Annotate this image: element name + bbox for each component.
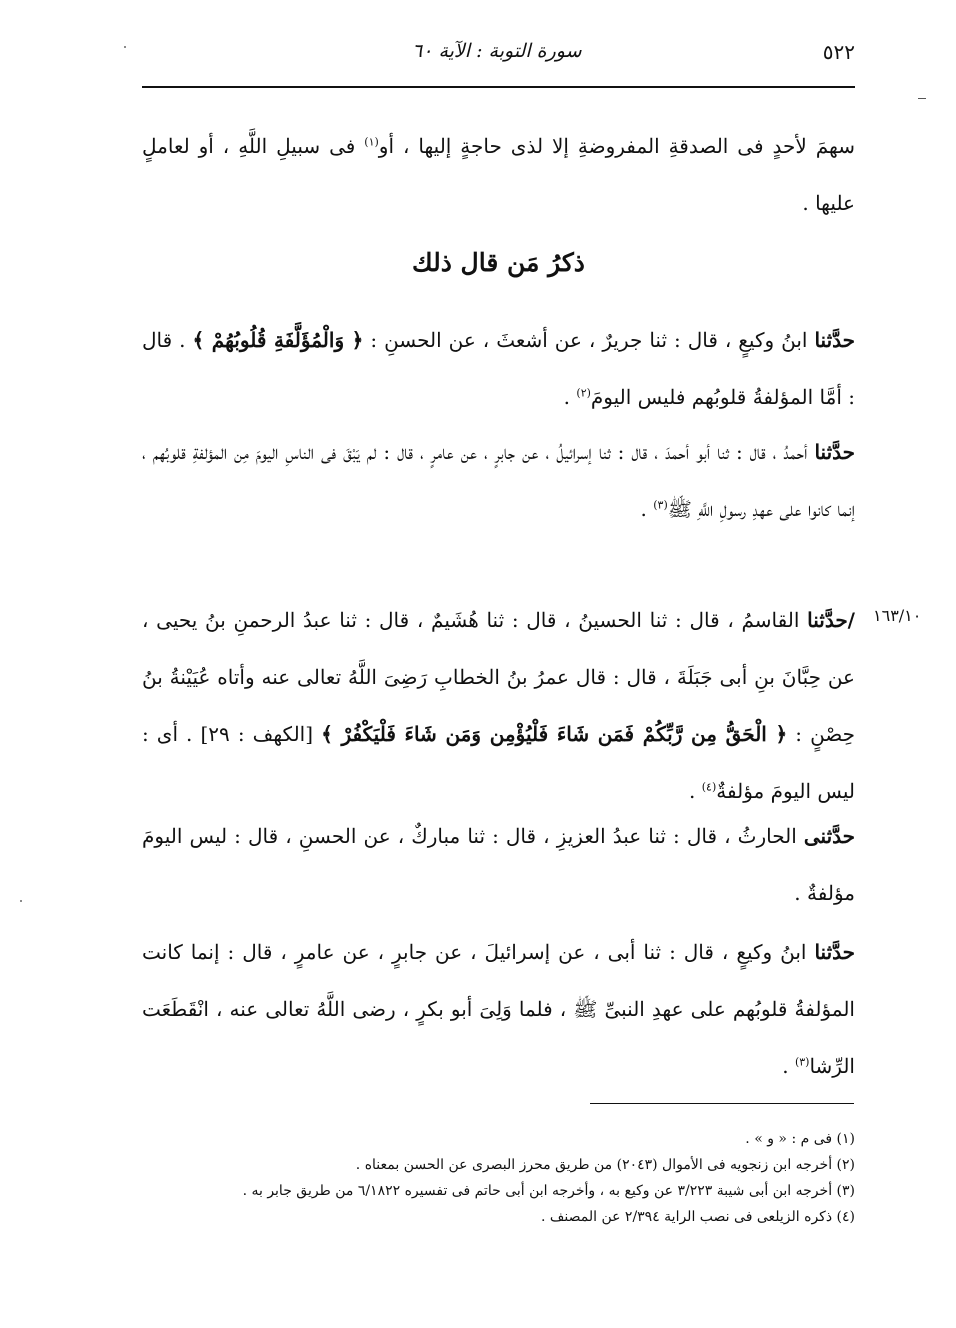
- intro-paragraph: [142, 118, 855, 232]
- margin-dot: [20, 900, 22, 902]
- narration: [142, 924, 855, 1095]
- narration-text: ابنُ وكيعٍ ، قال : ثنا أبى ، عن إسرائيلَ ، عن جابرٍ ، عن عامرٍ ، قال : إنما كانت المؤلفةُ قلوبُهم على عهدِ النبىِّ ﷺ ، فلما وَلِىَ أبو بكرٍ ، رضى اللَّهُ تعالى عنه ، انْقَطَعَت الرِّشا: [142, 940, 855, 1078]
- narration-text: الحارثُ ، قال : ثنا عبدُ العزيزِ ، قال : ثنا مباركٌ ، عن الحسنِ ، قال : ليس اليومَ مؤلفةٌ .: [142, 824, 855, 905]
- narration-lead: حدَّثنى: [803, 824, 855, 848]
- narration-text: .: [689, 779, 702, 803]
- narration-lead: حدَّثنا: [814, 940, 855, 964]
- footnote: (٢) أخرجه ابن زنجويه فى الأموال (٢٠٤٣) من طريق محرز البصرى عن الحسن بمعناه .: [355, 1157, 855, 1173]
- footnote: (٤) ذكره الزيلعى فى نصب الراية ٢/٣٩٤ عن المصنف .: [541, 1209, 855, 1225]
- narration-text: .: [640, 497, 654, 521]
- paragraph-text: فى سبيلِ اللَّهِ ، أو لعاملٍ عليها .: [142, 134, 855, 215]
- narration-lead: حدَّثنا: [814, 328, 855, 352]
- narration-text: أحمدُ ، قال : ثنا أبو أحمدَ ، قال : ثنا إسرائيلُ ، عن جابرٍ ، عن عامرٍ ، قال : لم يَبْقَ فى الناسِ اليومَ مِن المؤلفةِ قلوبُهم ، إنما كانوا على عهدِ رسولِ اللَّهِ ﷺ: [142, 440, 855, 521]
- footnote-ref: (٣): [653, 498, 668, 512]
- paragraph-text: سهمَ لأحدٍ فى الصدقةِ المفروضةِ إلا لذى حاجةٍ إليها ، أو: [378, 134, 855, 158]
- narration: [142, 592, 855, 820]
- narration: [142, 424, 855, 538]
- page-number: ٥٢٢: [822, 40, 855, 64]
- section-heading: ذكرُ مَن قال ذلك: [412, 248, 585, 277]
- narration-text: القاسمُ ، قال : ثنا الحسينُ ، قال : ثنا هُشَيمٌ ، قال : ثنا عبدُ الرحمنِ بنُ يحيى ، عن حِبَّانَ بنِ أبى جَبَلَةَ ، قال : قال عمرُ بنُ الخطابِ رَضِىَ اللَّهُ تعالى عنه وأتاه عُيَيْنةُ بنُ حِصْنٍ :: [142, 608, 856, 746]
- header-rule: [142, 86, 855, 88]
- page-header: [142, 38, 855, 86]
- footnote: (١) فى م : « و » .: [745, 1131, 855, 1147]
- footnote-ref: (١): [364, 135, 379, 149]
- footnotes: [142, 1126, 855, 1230]
- quran-quote: ﴿ وَالْمُؤَلَّفَةِ قُلُوبُهُمْ ﴾: [192, 328, 364, 352]
- narration-text: . قال : أمَّا المؤلفةُ قلوبُهم فليس اليومَ: [142, 328, 855, 409]
- margin-volume-page-note: ١٦٣/١٠: [873, 606, 922, 625]
- running-title: سورة التوبة : الآية ٦٠: [412, 40, 582, 62]
- footnote-rule: [590, 1103, 854, 1104]
- narration-lead: /حدَّثنا: [807, 608, 855, 632]
- narration-lead: حدَّثنا: [814, 440, 855, 464]
- corner-mark: [918, 98, 926, 99]
- narration-text: [الكهف : ٢٩] . أى : ليس اليومَ مؤلفةٌ: [142, 722, 855, 803]
- narration-text: .: [782, 1054, 795, 1078]
- margin-dot: [124, 46, 126, 48]
- footnote-ref: (٢): [576, 386, 591, 400]
- narration-text: ابنُ وكيعٍ ، قال : ثنا جريرٌ ، عن أشعثَ ، عن الحسنِ :: [363, 328, 815, 352]
- footnote-ref: (٤): [701, 780, 717, 794]
- narration: [142, 808, 855, 922]
- quran-quote: ﴿ الْحَقُّ مِن رَّبِّكُمْ فَمَن شَاءَ فَلْيُؤْمِن وَمَن شَاءَ فَلْيَكْفُرْ ﴾: [321, 722, 788, 746]
- footnote-ref: (٣): [794, 1055, 810, 1069]
- narration-text: .: [563, 385, 577, 409]
- footnote: (٣) أخرجه ابن أبى شيبة ٣/٢٢٣ عن وكيع به ، وأخرجه ابن أبى حاتم فى تفسيره ٦/١٨٢٢ من طريق جابر به .: [242, 1183, 855, 1199]
- narration: [142, 312, 855, 426]
